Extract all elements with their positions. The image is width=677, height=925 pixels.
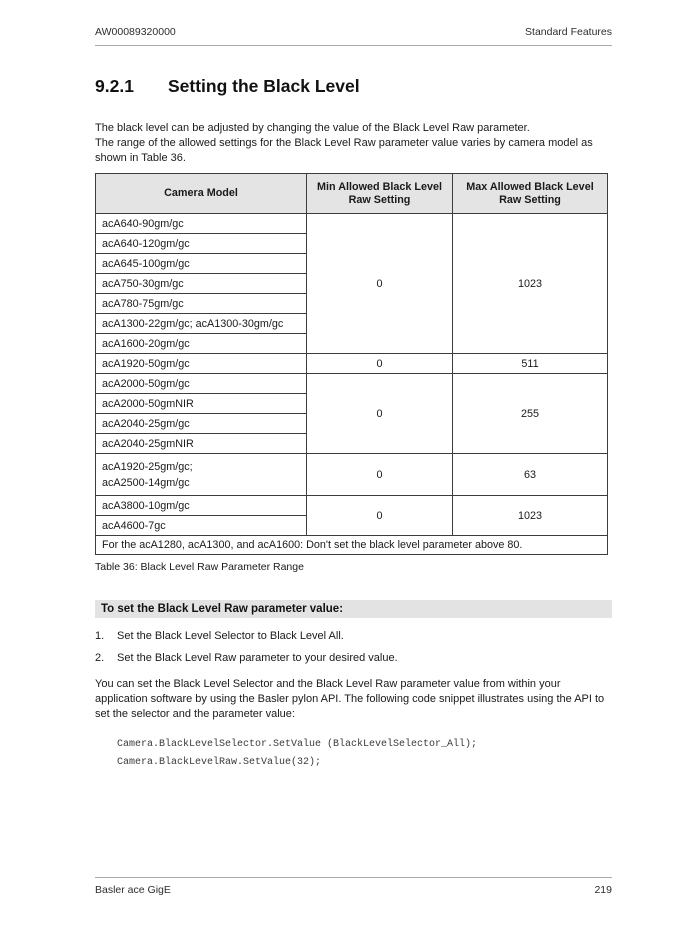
max-value-cell: 1023 (453, 496, 608, 536)
running-header (95, 26, 612, 46)
table-row (96, 454, 608, 496)
camera-model-line-2: acA2500-14gm/gc (102, 476, 190, 489)
camera-model-cell: acA645-100gm/gc (96, 254, 307, 274)
step-1-text: Set the Black Level Selector to Black Level All. (117, 630, 344, 642)
min-value-cell: 0 (307, 354, 453, 374)
footer-product-name: Basler ace GigE (95, 884, 171, 896)
camera-model-cell (96, 454, 307, 496)
max-value-cell: 255 (453, 374, 608, 454)
document-number: AW00089320000 (95, 26, 176, 38)
section-title (95, 76, 612, 97)
min-value-cell: 0 (307, 454, 453, 496)
table-row (96, 214, 608, 234)
table-caption: Table 36: Black Level Raw Parameter Range (95, 561, 304, 573)
code-line-2: Camera.BlackLevelRaw.SetValue(32); (117, 757, 322, 768)
camera-model-cell: acA2040-25gm/gc (96, 414, 307, 434)
camera-model-cell: acA1920-50gm/gc (96, 354, 307, 374)
camera-model-cell: acA640-90gm/gc (96, 214, 307, 234)
intro-line-1: The black level can be adjusted by changing the value of the Black Level Raw parameter. (95, 122, 530, 134)
intro-paragraph (95, 121, 612, 166)
footer-page-number: 219 (594, 884, 612, 896)
code-line-1: Camera.BlackLevelSelector.SetValue (BlackLevelSelector_All); (117, 739, 478, 750)
min-value-cell: 0 (307, 374, 453, 454)
max-value-cell: 1023 (453, 214, 608, 354)
table-note-row (96, 536, 608, 555)
camera-model-cell: acA780-75gm/gc (96, 294, 307, 314)
camera-model-cell: acA1600-20gm/gc (96, 334, 307, 354)
api-paragraph: You can set the Black Level Selector and the Black Level Raw parameter value from within your application software by using the Basler pylon API. The following code snippet illustrates using the API to set the selector and the parameter value: (95, 678, 605, 720)
col-header-max: Max Allowed Black Level Raw Setting (453, 174, 608, 214)
max-value-cell: 511 (453, 354, 608, 374)
table-row (96, 374, 608, 394)
step-2-number: 2. (95, 652, 105, 664)
procedure-steps (95, 629, 612, 666)
min-value-cell: 0 (307, 214, 453, 354)
camera-model-cell: acA4600-7gc (96, 516, 307, 536)
table-row (96, 496, 608, 516)
col-header-camera-model: Camera Model (96, 174, 307, 214)
min-value-cell: 0 (307, 496, 453, 536)
camera-model-cell: acA750-30gm/gc (96, 274, 307, 294)
code-snippet (117, 736, 612, 772)
table-note: For the acA1280, acA1300, and acA1600: Don't set the black level parameter above 80. (96, 536, 608, 555)
camera-model-cell: acA640-120gm/gc (96, 234, 307, 254)
procedure-heading: To set the Black Level Raw parameter value: (95, 600, 612, 618)
step-2-text: Set the Black Level Raw parameter to your desired value. (117, 652, 398, 664)
camera-model-cell: acA1300-22gm/gc; acA1300-30gm/gc (96, 314, 307, 334)
camera-model-line-1: acA1920-25gm/gc; (102, 460, 193, 473)
section-number: 9.2.1 (95, 76, 134, 96)
step-2 (95, 651, 612, 666)
chapter-name: Standard Features (525, 26, 612, 38)
max-value-cell: 63 (453, 454, 608, 496)
step-1 (95, 629, 612, 644)
intro-line-2: The range of the allowed settings for the Black Level Raw parameter value varies by camera model as shown in Table 36. (95, 137, 593, 164)
document-page (0, 26, 677, 925)
running-footer (95, 877, 612, 896)
camera-model-cell: acA2000-50gm/gc (96, 374, 307, 394)
section-heading-text: Setting the Black Level (168, 76, 360, 96)
table-header-row (96, 174, 608, 214)
table-row (96, 354, 608, 374)
black-level-table (95, 173, 608, 555)
step-1-number: 1. (95, 630, 105, 642)
camera-model-cell: acA3800-10gm/gc (96, 496, 307, 516)
col-header-min: Min Allowed Black Level Raw Setting (307, 174, 453, 214)
camera-model-cell: acA2040-25gmNIR (96, 434, 307, 454)
camera-model-cell: acA2000-50gmNIR (96, 394, 307, 414)
